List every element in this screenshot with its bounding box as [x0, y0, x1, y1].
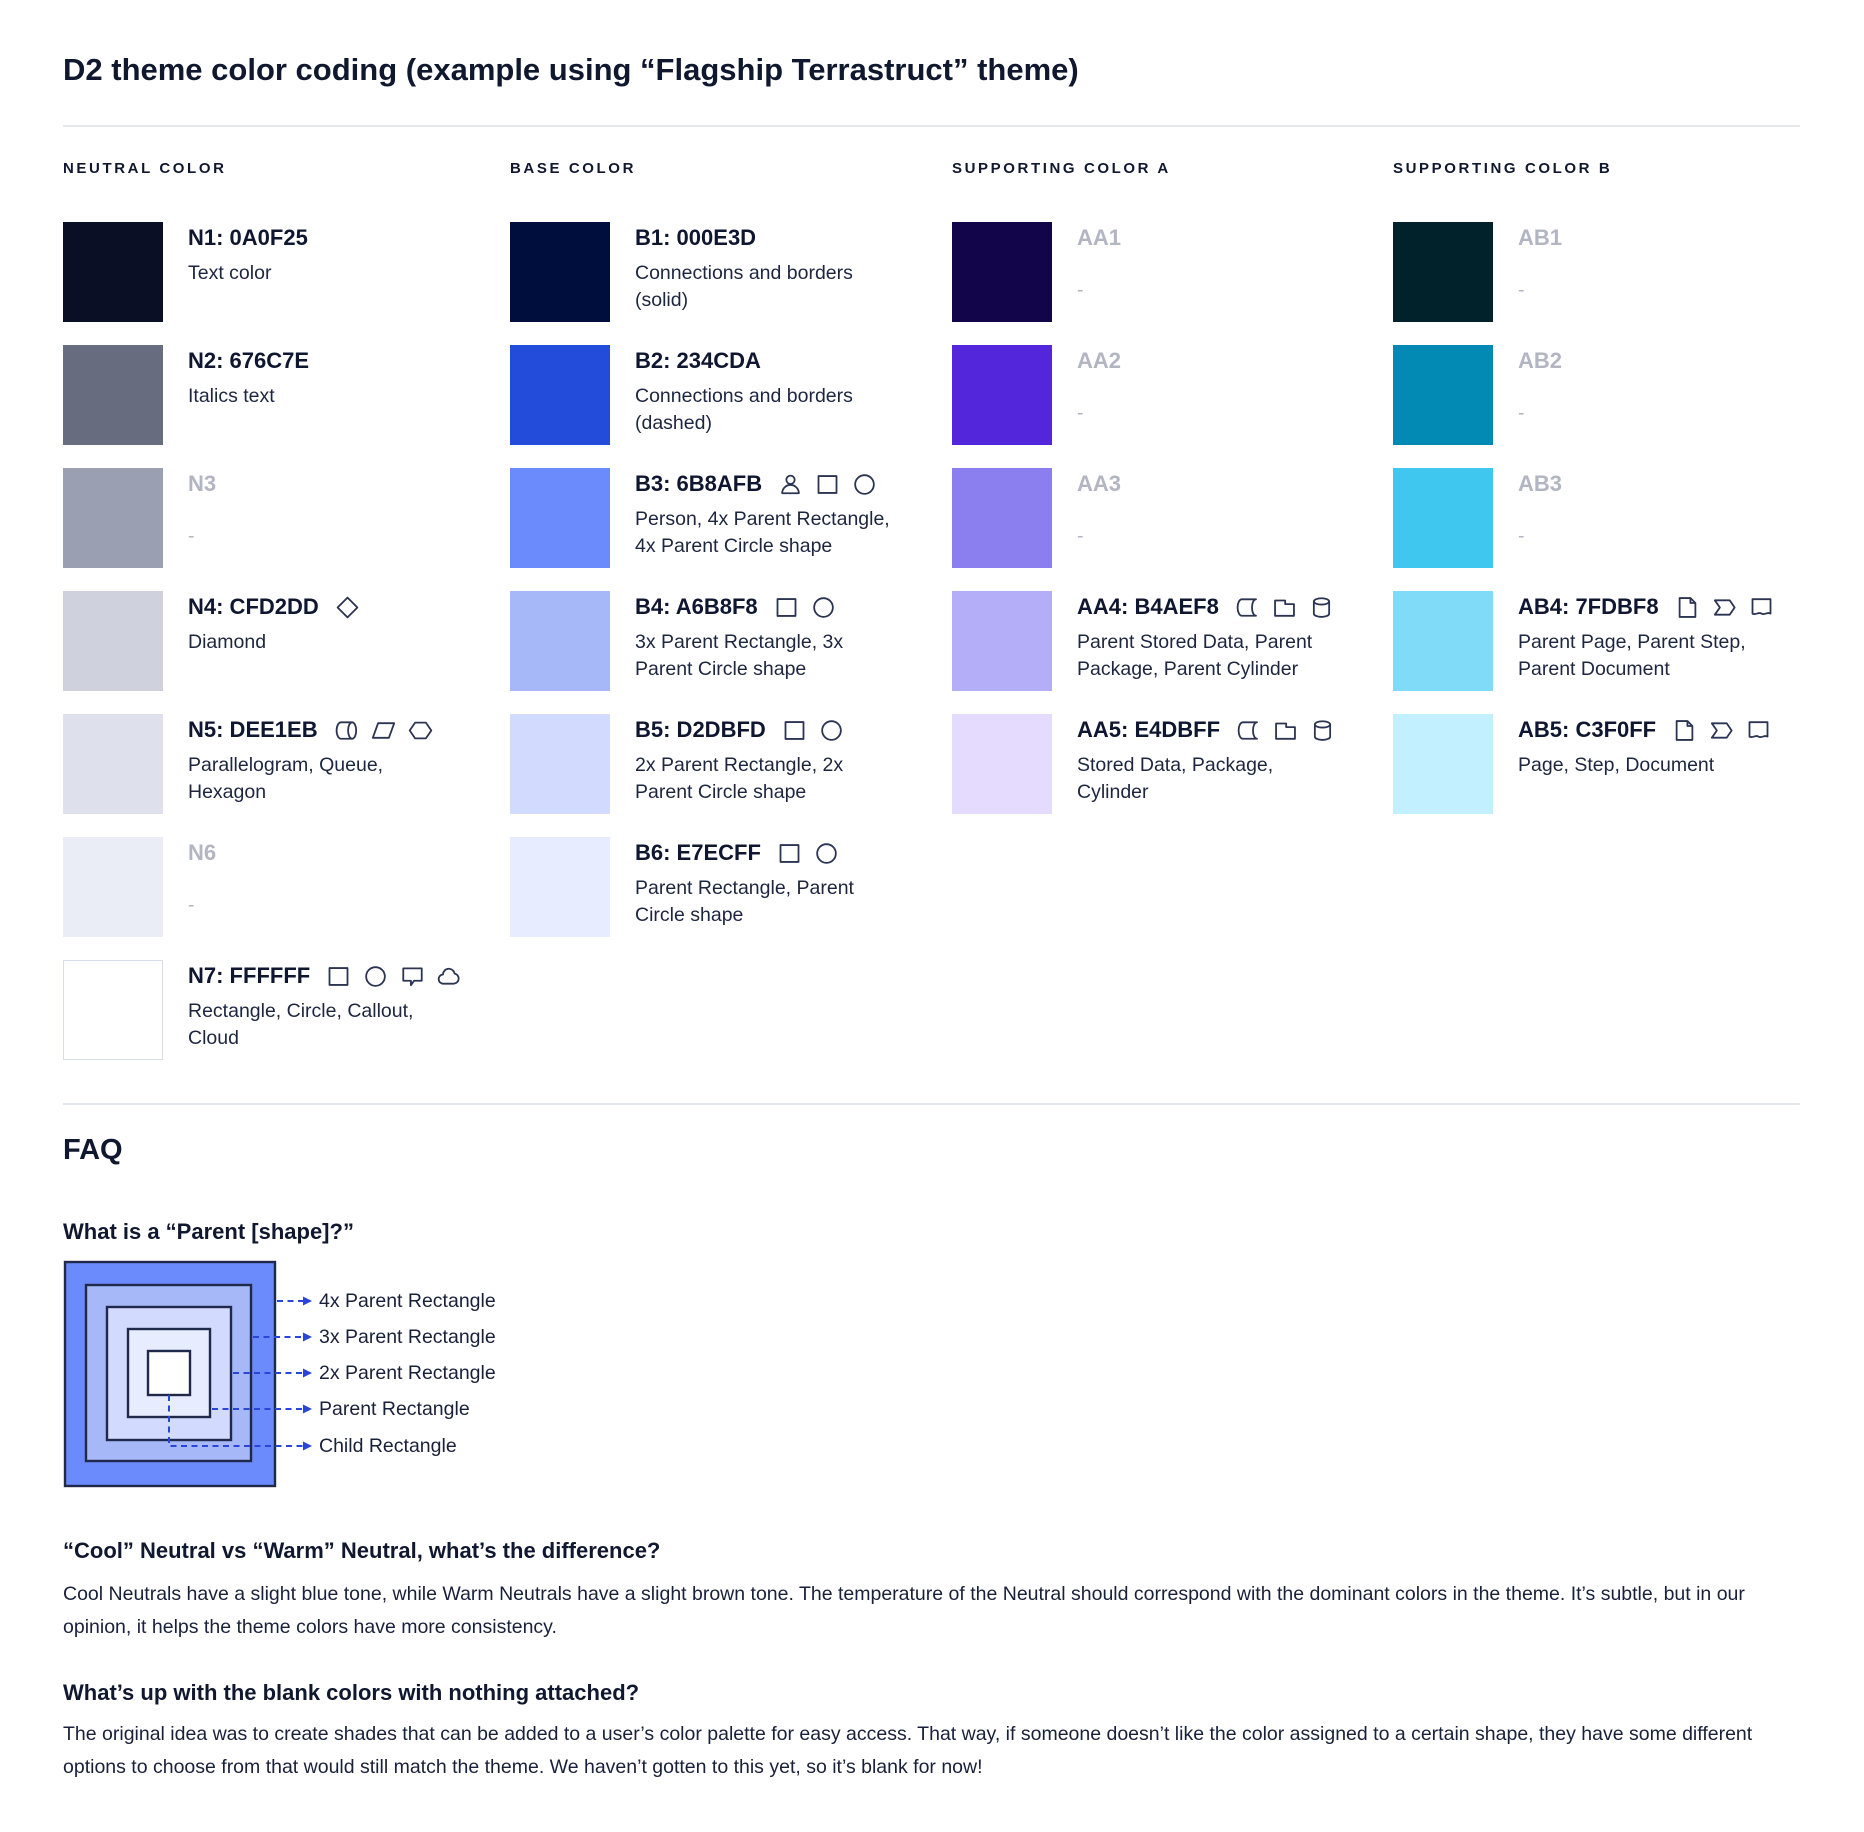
- column-base-color: [510, 160, 903, 960]
- step-icon: [1711, 594, 1738, 621]
- color-entry: [510, 345, 903, 445]
- color-name: AA5: E4DBFF: [1077, 717, 1221, 742]
- diagram-label-4x-parent: 4x Parent Rectangle: [319, 1290, 496, 1312]
- color-name-row: [1518, 224, 1562, 252]
- color-entry: [1393, 714, 1778, 814]
- page-icon: [1671, 717, 1698, 744]
- rectangle-icon: [781, 717, 808, 744]
- color-name: N1: 0A0F25: [188, 225, 308, 250]
- parent-shape-diagram: [63, 1260, 683, 1510]
- color-entry-text: [1077, 714, 1337, 814]
- color-swatch: [1393, 468, 1493, 568]
- diagram-label-2x-parent: 2x Parent Rectangle: [319, 1362, 496, 1384]
- color-swatch: [63, 837, 163, 937]
- arrowheads: [303, 1297, 312, 1451]
- color-name: B6: E7ECFF: [635, 840, 761, 865]
- color-swatch: [510, 837, 610, 937]
- color-name: B3: 6B8AFB: [635, 471, 763, 496]
- color-entry: [952, 591, 1337, 691]
- circle-icon: [818, 717, 845, 744]
- color-name-row: [1077, 347, 1121, 375]
- color-usage: Person, 4x Parent Rectangle, 4x Parent Circle shape: [635, 508, 890, 557]
- color-entry: [952, 345, 1337, 445]
- stored-data-icon: [1234, 594, 1261, 621]
- faq-question-blank-colors: What’s up with the blank colors with nothing attached?: [63, 1680, 640, 1705]
- color-entry: [510, 591, 903, 691]
- color-entry: [510, 837, 903, 937]
- color-usage: Connections and borders (solid): [635, 262, 853, 311]
- color-name-row: [188, 593, 361, 621]
- color-name-row: [188, 224, 308, 252]
- color-usage: Parent Page, Parent Step, Parent Document: [1518, 631, 1746, 680]
- color-swatch: [952, 468, 1052, 568]
- column-header: BASE COLOR: [510, 160, 637, 177]
- callout-icon: [399, 963, 426, 990]
- color-name: N4: CFD2DD: [188, 594, 319, 619]
- color-name: B4: A6B8F8: [635, 594, 758, 619]
- color-usage: Page, Step, Document: [1518, 754, 1715, 776]
- faq-question-cool-vs-warm: “Cool” Neutral vs “Warm” Neutral, what’s the difference?: [63, 1538, 661, 1563]
- color-name-row: [635, 470, 903, 498]
- color-entry: [952, 468, 1337, 568]
- package-icon: [1272, 717, 1299, 744]
- color-entry-text: [635, 222, 903, 322]
- page-icon: [1674, 594, 1701, 621]
- color-entry-text: [1077, 345, 1121, 445]
- document-icon: [1748, 594, 1775, 621]
- divider: [63, 1103, 1800, 1105]
- color-entry: [952, 714, 1337, 814]
- color-usage: Parent Rectangle, Parent Circle shape: [635, 877, 854, 926]
- color-swatch: [63, 222, 163, 322]
- color-entry: [1393, 345, 1778, 445]
- color-name-row: [635, 839, 903, 867]
- color-swatch: [1393, 222, 1493, 322]
- color-entry: [63, 960, 463, 1060]
- color-entry-text: [1077, 222, 1121, 322]
- color-entry-text: [188, 960, 463, 1060]
- diagram-label-child: Child Rectangle: [319, 1435, 457, 1457]
- color-name-row: [635, 347, 903, 375]
- faq-answer-cool-vs-warm: Cool Neutrals have a slight blue tone, while Warm Neutrals have a slight brown tone. The temperature of the Neutral should correspond with the dominant colors in the theme. It’s subtle, but in our opinion, it helps the theme colors have more consistency.: [63, 1583, 1745, 1638]
- color-name-row: [635, 593, 903, 621]
- color-name-row: [1077, 224, 1121, 252]
- color-usage: Connections and borders (dashed): [635, 385, 853, 434]
- column-header: SUPPORTING COLOR B: [1393, 160, 1613, 177]
- cloud-icon: [436, 963, 463, 990]
- shape-icons: [1234, 594, 1335, 621]
- color-swatch: [952, 591, 1052, 691]
- nested-rectangles-illustration: [63, 1260, 323, 1510]
- color-usage: Parallelogram, Queue, Hexagon: [188, 754, 384, 803]
- shape-icons: [781, 717, 845, 744]
- color-entry: [63, 591, 463, 691]
- child-rectangle-shape: [148, 1351, 190, 1395]
- color-usage: -: [1518, 525, 1525, 547]
- color-entry: [63, 714, 463, 814]
- color-usage: -: [1518, 279, 1525, 301]
- color-name: N2: 676C7E: [188, 348, 310, 373]
- color-name-row: [1518, 716, 1772, 744]
- color-swatch: [63, 345, 163, 445]
- color-name: N5: DEE1EB: [188, 717, 318, 742]
- color-entry-text: [1077, 591, 1337, 691]
- color-name: AB3: [1518, 471, 1563, 496]
- color-swatch: [1393, 714, 1493, 814]
- color-usage: -: [1077, 525, 1084, 547]
- color-entry: [1393, 222, 1778, 322]
- color-entry-text: [188, 222, 308, 322]
- color-usage: Parent Stored Data, Parent Package, Parent Cylinder: [1077, 631, 1313, 680]
- cylinder-icon: [1309, 717, 1336, 744]
- color-name-row: [635, 716, 903, 744]
- column-neutral-color: [63, 160, 463, 1083]
- color-entry-text: [188, 345, 309, 445]
- color-name-row: [1518, 470, 1562, 498]
- color-entry: [63, 345, 463, 445]
- color-name: AA3: [1077, 471, 1122, 496]
- person-icon: [777, 471, 804, 498]
- cylinder-icon: [1308, 594, 1335, 621]
- shape-icons: [773, 594, 837, 621]
- color-entry-text: [635, 591, 903, 691]
- package-icon: [1271, 594, 1298, 621]
- color-name: AB4: 7FDBF8: [1518, 594, 1659, 619]
- color-usage: Text color: [188, 262, 272, 284]
- rectangle-icon: [773, 594, 800, 621]
- color-name: N6: [188, 840, 217, 865]
- queue-icon: [333, 717, 360, 744]
- color-name: AB5: C3F0FF: [1518, 717, 1657, 742]
- color-name-row: [1518, 593, 1778, 621]
- color-usage: 2x Parent Rectangle, 2x Parent Circle shape: [635, 754, 844, 803]
- color-swatch: [63, 714, 163, 814]
- color-swatch: [510, 591, 610, 691]
- color-name: AB1: [1518, 225, 1563, 250]
- color-entry: [63, 468, 463, 568]
- color-swatch: [63, 960, 163, 1060]
- page-title: D2 theme color coding (example using “Flagship Terrastruct” theme): [63, 52, 1079, 87]
- shape-icons: [1674, 594, 1775, 621]
- color-usage: Italics text: [188, 385, 275, 407]
- color-name-row: [188, 470, 216, 498]
- parallelogram-icon: [370, 717, 397, 744]
- color-name: AB2: [1518, 348, 1563, 373]
- color-entry: [510, 714, 903, 814]
- color-swatch: [510, 222, 610, 322]
- color-entry: [1393, 591, 1778, 691]
- color-name-row: [635, 224, 903, 252]
- rectangle-icon: [325, 963, 352, 990]
- color-name: AA1: [1077, 225, 1122, 250]
- color-swatch: [1393, 345, 1493, 445]
- color-entry-text: [635, 468, 903, 568]
- stored-data-icon: [1235, 717, 1262, 744]
- color-entry-text: [1518, 591, 1778, 691]
- color-swatch: [952, 714, 1052, 814]
- color-entry-text: [188, 837, 216, 937]
- color-entry: [63, 837, 463, 937]
- color-name: AA2: [1077, 348, 1122, 373]
- color-entry-text: [188, 468, 216, 568]
- color-usage: Stored Data, Package, Cylinder: [1077, 754, 1274, 803]
- divider: [63, 125, 1800, 127]
- color-entry-text: [1518, 468, 1562, 568]
- color-name-row: [188, 347, 309, 375]
- color-name: B2: 234CDA: [635, 348, 761, 373]
- color-swatch: [63, 468, 163, 568]
- diagram-label-parent: Parent Rectangle: [319, 1398, 470, 1420]
- color-entry-text: [635, 714, 903, 814]
- color-entry: [63, 222, 463, 322]
- color-usage: Diamond: [188, 631, 267, 653]
- color-usage: -: [188, 894, 195, 916]
- shape-icons: [776, 840, 840, 867]
- color-entry-text: [635, 837, 903, 937]
- color-name-row: [1077, 470, 1121, 498]
- color-entry-text: [635, 345, 903, 445]
- hexagon-icon: [407, 717, 434, 744]
- faq-answer-blank-colors: The original idea was to create shades that can be added to a user’s color palette for easy access. That way, if someone doesn’t like the color assigned to a certain shape, they have some different options to choose from that would still match the theme. We haven’t gotten to this yet, so it’s blank for now!: [63, 1723, 1753, 1778]
- circle-icon: [362, 963, 389, 990]
- color-entry: [1393, 468, 1778, 568]
- color-swatch: [1393, 591, 1493, 691]
- color-swatch: [952, 345, 1052, 445]
- color-usage: 3x Parent Rectangle, 3x Parent Circle shape: [635, 631, 844, 680]
- color-name: AA4: B4AEF8: [1077, 594, 1219, 619]
- circle-icon: [851, 471, 878, 498]
- diamond-icon: [334, 594, 361, 621]
- color-entry-text: [1077, 468, 1121, 568]
- color-entry: [952, 222, 1337, 322]
- circle-icon: [813, 840, 840, 867]
- color-entry-text: [1518, 222, 1562, 322]
- color-name: B1: 000E3D: [635, 225, 757, 250]
- color-swatch: [63, 591, 163, 691]
- color-swatch: [510, 714, 610, 814]
- shape-icons: [325, 963, 463, 990]
- color-entry-text: [1518, 345, 1562, 445]
- faq-question-parent-shape: What is a “Parent [shape]?”: [63, 1219, 354, 1244]
- column-header: NEUTRAL COLOR: [63, 160, 227, 177]
- color-name-row: [188, 962, 463, 990]
- color-usage: -: [1518, 402, 1525, 424]
- diagram-label-3x-parent: 3x Parent Rectangle: [319, 1326, 496, 1348]
- shape-icons: [333, 717, 434, 744]
- circle-icon: [810, 594, 837, 621]
- column-supporting-color-a: [952, 160, 1337, 837]
- color-entry-text: [188, 591, 361, 691]
- color-usage: -: [1077, 279, 1084, 301]
- shape-icons: [334, 594, 361, 621]
- column-header: SUPPORTING COLOR A: [952, 160, 1171, 177]
- shape-icons: [777, 471, 878, 498]
- color-name-row: [1077, 593, 1337, 621]
- document-icon: [1745, 717, 1772, 744]
- color-swatch: [510, 345, 610, 445]
- color-entry: [510, 222, 903, 322]
- faq-heading: FAQ: [63, 1134, 123, 1166]
- color-name-row: [1518, 347, 1562, 375]
- color-name-row: [188, 839, 216, 867]
- rectangle-icon: [776, 840, 803, 867]
- color-entry: [510, 468, 903, 568]
- color-swatch: [510, 468, 610, 568]
- color-usage: -: [188, 525, 195, 547]
- color-name: N3: [188, 471, 217, 496]
- color-entry-text: [1518, 714, 1772, 814]
- step-icon: [1708, 717, 1735, 744]
- color-name: B5: D2DBFD: [635, 717, 766, 742]
- column-supporting-color-b: [1393, 160, 1778, 837]
- color-usage: Rectangle, Circle, Callout, Cloud: [188, 1000, 414, 1049]
- color-swatch: [952, 222, 1052, 322]
- shape-icons: [1671, 717, 1772, 744]
- color-usage: -: [1077, 402, 1084, 424]
- rectangle-icon: [814, 471, 841, 498]
- color-entry-text: [188, 714, 450, 814]
- shape-icons: [1235, 717, 1336, 744]
- color-name-row: [1077, 716, 1337, 744]
- color-name: N7: FFFFFF: [188, 963, 311, 988]
- color-name-row: [188, 716, 450, 744]
